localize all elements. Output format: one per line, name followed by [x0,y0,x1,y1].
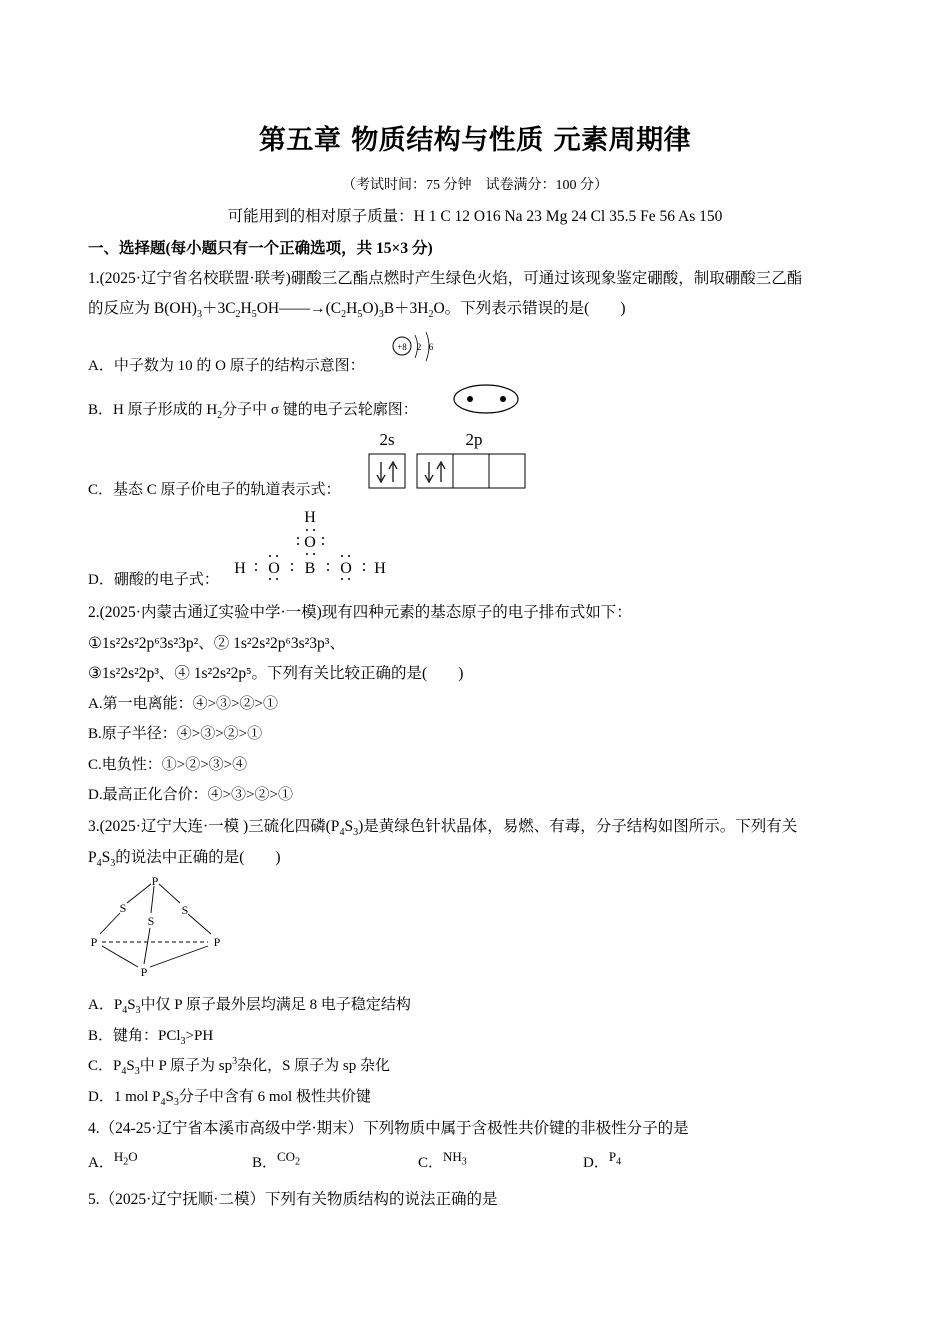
svg-text:P: P [140,965,148,979]
q3-option-b: B．键角：PCl$_3$>PH [88,1028,214,1047]
q4-option-c: C．$NH_3$ [418,1149,467,1171]
svg-text:S: S [147,914,155,928]
section-heading: 一、选择题(每小题只有一个正确选项，共 15×3 分) [88,240,433,257]
atom-structure-diagram [388,330,448,364]
p4s3-structure-diagram [84,872,234,982]
q3-option-d: D．1 mol $P_4S_3$分子中含有 6 mol 极性共价键 [88,1089,371,1108]
svg-text:O: O [304,534,316,551]
shell2-label: 6 [428,342,434,352]
svg-text:H: H [234,560,246,577]
page-title: 第五章 物质结构与性质 元素周期律 [258,125,692,156]
svg-text:P: P [151,874,159,888]
nucleus-label: +8 [397,342,407,352]
svg-text:B: B [304,560,316,577]
q1-option-a: A．中子数为 10 的 O 原子的结构示意图： [88,358,365,374]
svg-text:P: P [213,935,221,949]
svg-text:P: P [90,935,98,949]
q4-option-b: B．$CO_2$ [252,1149,301,1171]
svg-text:S: S [181,903,189,917]
shell1-label: 2 [416,342,422,352]
svg-text:H: H [304,509,316,526]
q2-option-a: A.第一电离能：④>③>②>① [88,696,278,712]
svg-text:S: S [119,901,127,915]
q3-stem-line2: $P_4S_3$的说法中正确的是( ) [88,849,281,870]
exam-info: （考试时间：75 分钟 试卷满分：100 分） [342,178,608,193]
q5-stem: 5.（2025·辽宁抚顺·二模）下列有关物质结构的说法正确的是 [88,1191,498,1208]
boric-acid-electron-formula [228,505,398,585]
q3-option-a: A．$P_4S_3$中仅 P 原子最外层均满足 8 电子稳定结构 [88,997,411,1016]
q1-option-d: D．硼酸的电子式： [88,572,219,588]
q2-stem-line1: 2.(2025·内蒙古通辽实验中学·一模)现有四种元素的基态原子的电子排布式如下： [88,604,632,621]
q2-stem-line2: ①1s²2s²2p⁶3s²3p²、② 1s²2s²2p⁶3s²3p³、 [88,635,345,652]
svg-text:H: H [374,560,386,577]
q2-option-b: B.原子半径：④>③>②>① [88,726,263,742]
q2-option-d: D.最高正化合价：④>③>②>① [88,787,293,803]
q4-option-d: D．$P_4$ [583,1149,622,1171]
orbital-diagram [365,426,535,492]
q3-option-c: C．$P_4S_3$中 P 原子为 $sp^3$杂化，S 原子为 sp 杂化 [88,1056,391,1077]
orbital-2p-label: 2p [465,430,483,449]
q2-stem-line3: ③1s²2s²2p³、④ 1s²2s²2p⁵。下列有关比较正确的是( ) [88,665,464,682]
q1-option-c: C．基态 C 原子价电子的轨道表示式： [88,482,341,498]
q1-stem-line1: 1.(2025·辽宁省名校联盟·联考)硼酸三乙酯点燃时产生绿色火焰，可通过该现象鉴定硼酸，制取硼酸三乙酯 [88,270,803,287]
q2-option-c: C.电负性：①>②>③>④ [88,757,248,773]
svg-text:O: O [268,560,280,577]
svg-text:O: O [340,560,352,577]
q4-option-a: A．$H_2O$ [88,1149,138,1171]
orbital-2s-label: 2s [379,430,395,449]
q1-option-b: B．H 原子形成的 $H_2$分子中 σ 键的电子云轮廓图： [88,402,418,421]
sigma-bond-cloud-diagram [452,382,522,416]
q3-stem-line1: 3.(2025·辽宁大连·一模 )三硫化四磷$(P_4S_3)$是黄绿色针状晶体，易燃、有毒，分子结构如图所示。下列有关 [88,818,798,839]
q4-stem: 4.（24-25·辽宁省本溪市高级中学·期末）下列物质中属于含极性共价键的非极性分子的是 [88,1120,689,1137]
q1-stem-line2: 的反应为 $B(OH)_3+3C_2H_5OH——\to(C_2H_5O)_3B+3H_2O$。下列表示错误的是( ) [88,300,626,321]
atomic-mass-line: 可能用到的相对原子质量：H 1 C 12 O16 Na 23 Mg 24 Cl 35.5 Fe 56 As 150 [227,208,723,225]
